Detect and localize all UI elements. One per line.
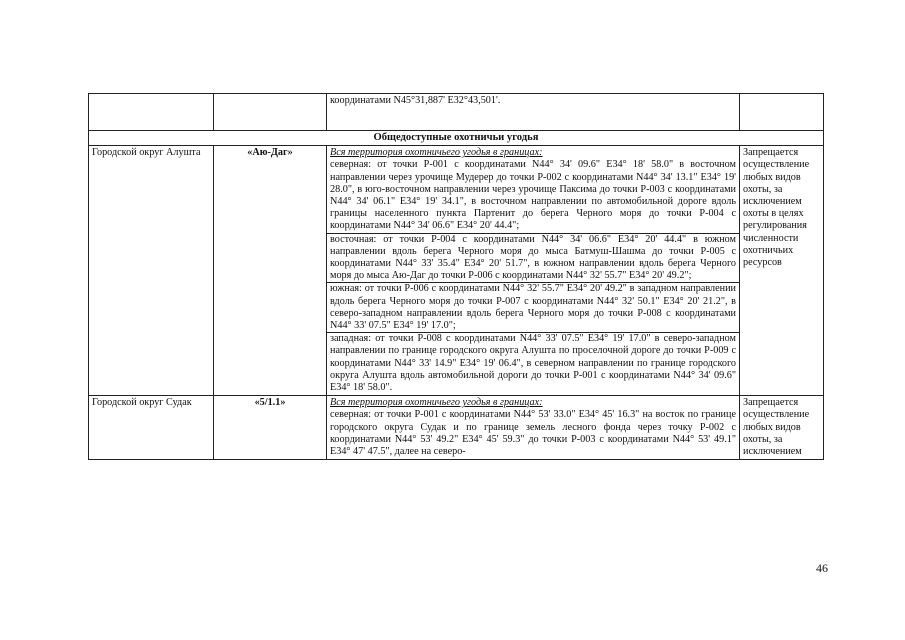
restriction-cell: Запрещается осуществление любых видов охоты, за исключением охоты в целях регулирования численности охотничьих ресурсов: [740, 146, 824, 396]
ground-name: «Аю-Даг»: [214, 146, 327, 396]
boundary-north: северная: от точки Р-001 с координатами N44° 34' 09.6" E34° 18' 58.0" в восточном направлении через урочище Мудерер до точки Р-002 с координатами N44° 34' 13.1" E34° 19' 28.0", в юго-восточном направлении через урочище Паксима до точки Р-003 с координатами N44° 34' 06.1" E34° 19' 34.1", в восточном направлении по автомобильной дороге вдоль границы населенного пункта Партенит до берега Черного моря до точки Р-004 с координатами N44° 34' 06.6" E34° 20' 44.4";: [327, 159, 739, 233]
table-row: [89, 396, 824, 460]
district-cell: Городской округ Судак: [89, 396, 214, 460]
boundary-south: южная: от точки Р-006 с координатами N44° 32' 55.7" E34° 20' 49.2" в западном направлении вдоль берега Черного моря до точки Р-007 с координатами N44° 32' 50.1" E34° 20' 21.2", в северо-западном направлении вдоль берега Черного моря до точки Р-008 с координатами N44° 33' 07.5" E34° 19' 17.0";: [327, 283, 739, 333]
table-row: [89, 94, 824, 131]
district-cell: Городской округ Алушта: [89, 146, 214, 396]
restriction-cell: Запрещается осуществление любых видов охоты, за исключением: [740, 396, 824, 460]
hunting-grounds-table: [88, 93, 824, 460]
boundary-text: координатами N45°31,887' E32°43,501'.: [330, 95, 501, 106]
section-header: Общедоступные охотничьи угодья: [89, 131, 824, 146]
district-cell: [89, 94, 214, 131]
boundaries-cell: [327, 146, 740, 396]
page-number: 46: [816, 561, 828, 575]
boundaries-title: Вся территория охотничьего угодья в границах:: [330, 147, 543, 159]
boundary-east: восточная: от точки Р-004 с координатами N44° 34' 06.6" E34° 20' 44.4" в южном направлении вдоль берега Черного моря до мыса Батмуш-Шашма до точки Р-005 с координатами N44° 33' 35.4" E34° 20' 51.7", в южном направлении вдоль берега Черного моря до мыса Аю-Даг до точки Р-006 с координатами N44° 32' 55.7" E34° 20' 49.2";: [327, 234, 739, 284]
boundary-north: северная: от точки Р-001 с координатами N44° 53' 33.0" E34° 45' 16.3" на восток по границе городского округа Судак и по границе земель лесного фонда через точку Р-002 с координатами N44° 53' 49.2" E34° 45' 59.3" до точки Р-003 с координатами N44° 53' 49.1" E34° 47' 47.5", далее на северо-: [330, 409, 736, 458]
ground-name: «5/1.1»: [214, 396, 327, 460]
boundaries-cell: [327, 396, 740, 460]
restriction-cell: [740, 94, 824, 131]
name-cell: [214, 94, 327, 131]
table-row: [89, 146, 824, 396]
boundaries-cell: [327, 94, 740, 131]
boundaries-title: Вся территория охотничьего угодья в границах:: [330, 397, 543, 409]
boundary-west: западная: от точки Р-008 с координатами N44° 33' 07.5" E34° 19' 17.0" в северо-западном направлении по границе городского округа Алушта по проселочной дороге до точки Р-009 с координатами N44° 33' 14.9" E34° 19' 06.4", в северном направлении по границе городского округа Алушта вдоль автомобильной дороги до точки Р-001 с координатами N44° 34' 09.6" E34° 18' 58.0".: [330, 333, 736, 394]
section-header-row: [89, 131, 824, 146]
